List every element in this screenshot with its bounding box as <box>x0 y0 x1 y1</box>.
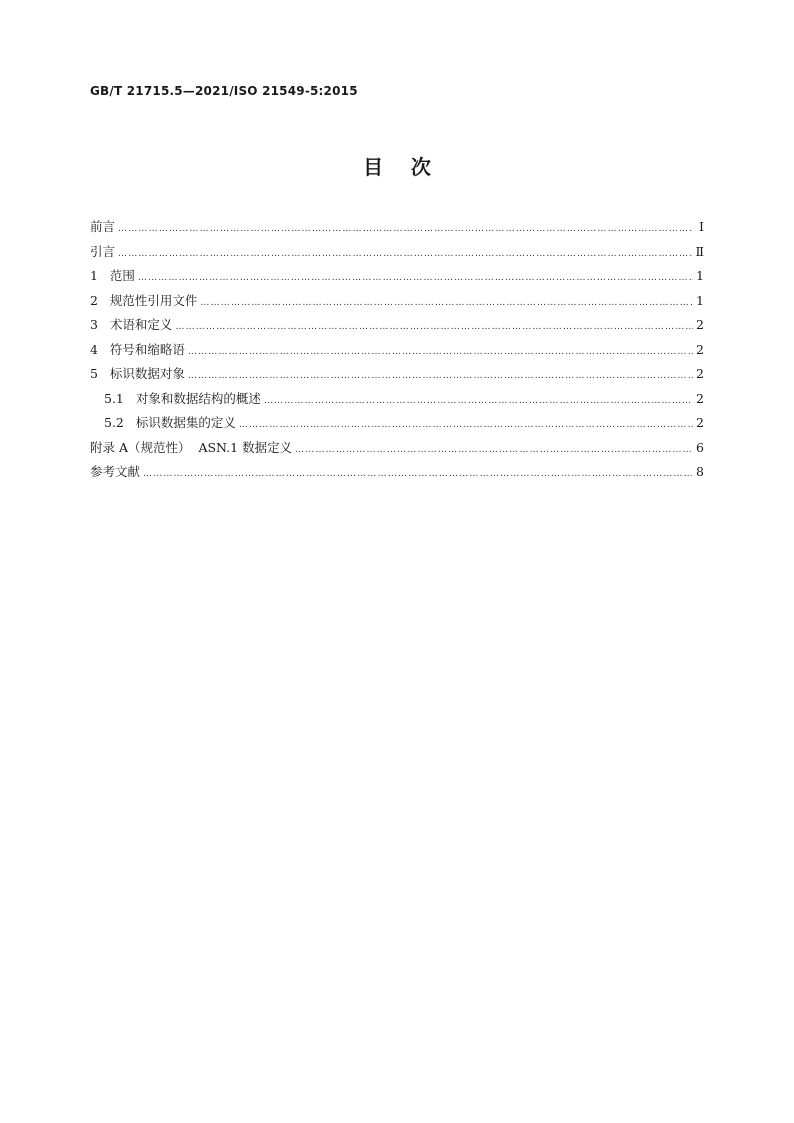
toc-entry-identification-dataset-definition[interactable] <box>90 413 704 438</box>
toc-entry-symbols-abbreviations[interactable] <box>90 340 704 365</box>
toc-entry-text: 术语和定义 <box>109 317 173 332</box>
toc-page-number: 1 <box>696 292 704 308</box>
toc-section-number: 5 <box>90 366 98 381</box>
toc-title: 目 次 <box>363 155 431 179</box>
toc-page-number: 2 <box>696 341 704 357</box>
toc-page-number: 1 <box>696 268 704 283</box>
toc-leader-dots <box>188 366 693 386</box>
toc-section-number: 1 <box>90 268 98 283</box>
toc-leader-dots <box>295 440 693 460</box>
toc-leader-dots <box>138 268 693 288</box>
toc-section-number: 4 <box>90 341 98 357</box>
toc-section-number: 5.2 <box>104 415 124 430</box>
toc-entry-annex-a[interactable] <box>90 438 704 463</box>
toc-page-number: 2 <box>696 390 704 406</box>
toc-entry-terms-definitions[interactable] <box>90 315 704 340</box>
toc-entry-text: 符号和缩略语 <box>109 341 185 357</box>
toc-section-number: 3 <box>90 317 98 332</box>
toc-section-number: 2 <box>90 292 98 308</box>
toc-entry-text: 参考文献 <box>90 464 141 479</box>
toc-entry-text: 范围 <box>109 268 135 283</box>
toc-entry-text: 对象和数据结构的概述 <box>135 390 261 406</box>
toc-entry-normative-references[interactable] <box>90 291 704 316</box>
toc-leader-dots <box>200 293 693 313</box>
toc-page-number: 2 <box>696 366 704 381</box>
toc-entry-introduction[interactable] <box>90 242 704 267</box>
toc-leader-dots <box>188 342 693 362</box>
toc-page-number: Ⅰ <box>699 219 704 234</box>
toc-entry-text: 规范性引用文件 <box>109 292 198 308</box>
toc-entry-foreword[interactable] <box>90 217 704 242</box>
toc-entry-identification-data-objects[interactable] <box>90 364 704 389</box>
standard-number-header: GB/T 21715.5—2021/ISO 21549-5:2015 <box>90 84 358 98</box>
toc-entry-text: 标识数据对象 <box>109 366 185 381</box>
toc-section-number: 5.1 <box>104 390 124 406</box>
toc-page-number: 2 <box>696 317 704 332</box>
toc-entry-objects-overview[interactable] <box>90 389 704 414</box>
toc-entry-text: 引言 <box>90 243 116 259</box>
toc-leader-dots <box>118 219 693 239</box>
toc-page-number: 2 <box>696 415 704 430</box>
toc-leader-dots <box>175 317 693 337</box>
toc-leader-dots <box>143 464 693 484</box>
toc-page-number: Ⅱ <box>695 243 704 259</box>
table-of-contents <box>90 217 704 487</box>
toc-leader-dots <box>264 391 693 411</box>
toc-entry-text: 标识数据集的定义 <box>135 415 236 430</box>
toc-entry-bibliography[interactable] <box>90 462 704 487</box>
toc-leader-dots <box>239 415 693 435</box>
toc-leader-dots <box>118 244 692 264</box>
toc-entry-scope[interactable] <box>90 266 704 291</box>
toc-entry-text: 附录 A（规范性） ASN.1 数据定义 <box>90 439 293 455</box>
toc-page-number: 8 <box>696 464 704 479</box>
toc-page-number: 6 <box>696 439 704 455</box>
toc-entry-text: 前言 <box>90 219 116 234</box>
